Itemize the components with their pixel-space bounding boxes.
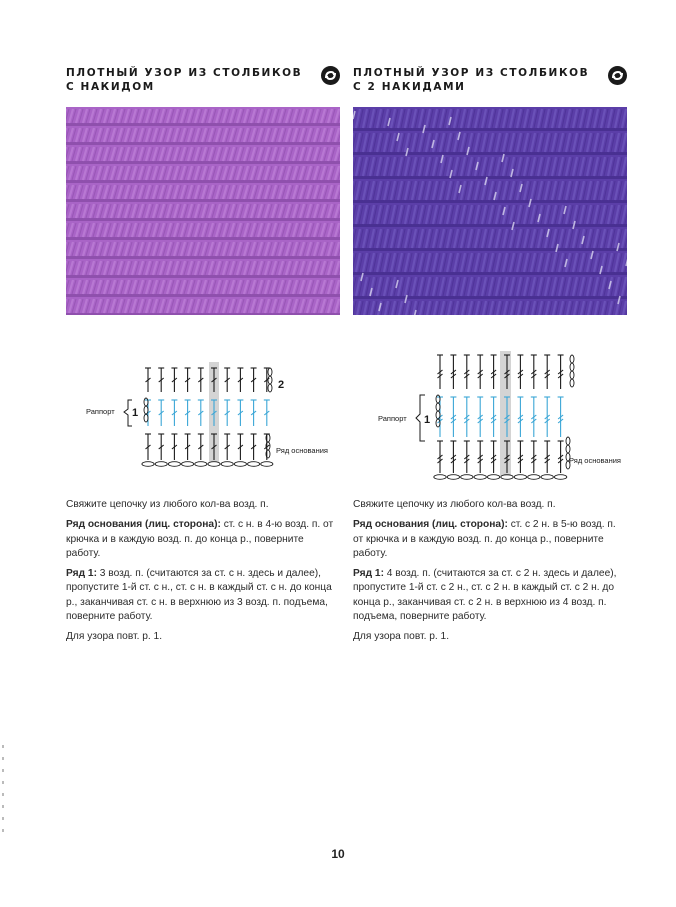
right-base-row-heading: Ряд основания (лиц. сторона):	[353, 519, 508, 531]
right-instructions	[353, 498, 627, 651]
pattern-symbol-icon	[321, 66, 340, 85]
page-edge-marks	[2, 745, 5, 840]
right-base-row-label: Ряд основания	[569, 456, 621, 465]
left-pattern-title: ПЛОТНЫЙ УЗОР ИЗ СТОЛБИКОВ С НАКИДОМ	[66, 67, 303, 93]
right-intro-text: Свяжите цепочку из любого кол-ва возд. п.	[353, 499, 556, 510]
left-intro-text: Свяжите цепочку из любого кол-ва возд. п.	[66, 499, 269, 510]
page-number: 10	[331, 847, 345, 861]
left-row1-label: 1	[132, 407, 139, 419]
right-pattern-title: ПЛОТНЫЙ УЗОР ИЗ СТОЛБИКОВ С 2 НАКИДАМИ	[353, 67, 590, 93]
right-swatch-photo	[353, 107, 627, 315]
right-row1-paragraph	[353, 567, 627, 624]
left-repeat-text: Для узора повт. р. 1.	[66, 631, 163, 643]
left-row1-heading: Ряд 1:	[66, 568, 97, 580]
right-row1-heading: Ряд 1:	[353, 568, 384, 580]
pattern-symbol-icon	[608, 66, 627, 85]
left-instructions	[66, 498, 340, 651]
left-base-row-label: Ряд основания	[276, 446, 328, 455]
left-row1-paragraph	[66, 567, 340, 624]
left-stitch-diagram	[66, 360, 340, 478]
right-base-row-paragraph	[353, 518, 627, 561]
left-base-row-heading: Ряд основания (лиц. сторона):	[66, 519, 221, 531]
right-base-row-text: ст. с 2 н. в 5-ю возд. п. от крючка и в каждую возд. п. до конца р., поверните работу.	[353, 519, 616, 559]
right-stitch-diagram	[353, 345, 627, 485]
right-repeat-label: Раппорт	[378, 414, 407, 423]
left-row2-label: 2	[278, 379, 285, 391]
left-base-row-text: ст. с н. в 4-ю возд. п. от крючка и в каждую возд. п. до конца р., поверните работу.	[66, 519, 334, 559]
right-row1-text: 4 возд. п. (считаются за ст. с 2 н. здесь и далее), пропустите 1-й ст. с 2 н., ст. с 2 н. в каждый ст. с 2 н. до конца р., заканчивая ст. с 2 н. в верхнюю из 4 возд. п. подъема, поверните работу.	[353, 568, 617, 623]
left-repeat-label: Раппорт	[86, 407, 115, 416]
left-base-row-paragraph	[66, 518, 340, 561]
right-repeat-text: Для узора повт. р. 1.	[353, 631, 450, 643]
right-row1-label: 1	[424, 414, 431, 426]
left-row1-text: 3 возд. п. (считаются за ст. с н. здесь и далее), пропустите 1-й ст. с н., ст. с н. в каждый ст. с н. до конца р., заканчивая ст. с н. в верхнюю из 3 возд. п. подъема, поверните работу.	[66, 568, 332, 623]
left-swatch-photo	[66, 107, 340, 315]
